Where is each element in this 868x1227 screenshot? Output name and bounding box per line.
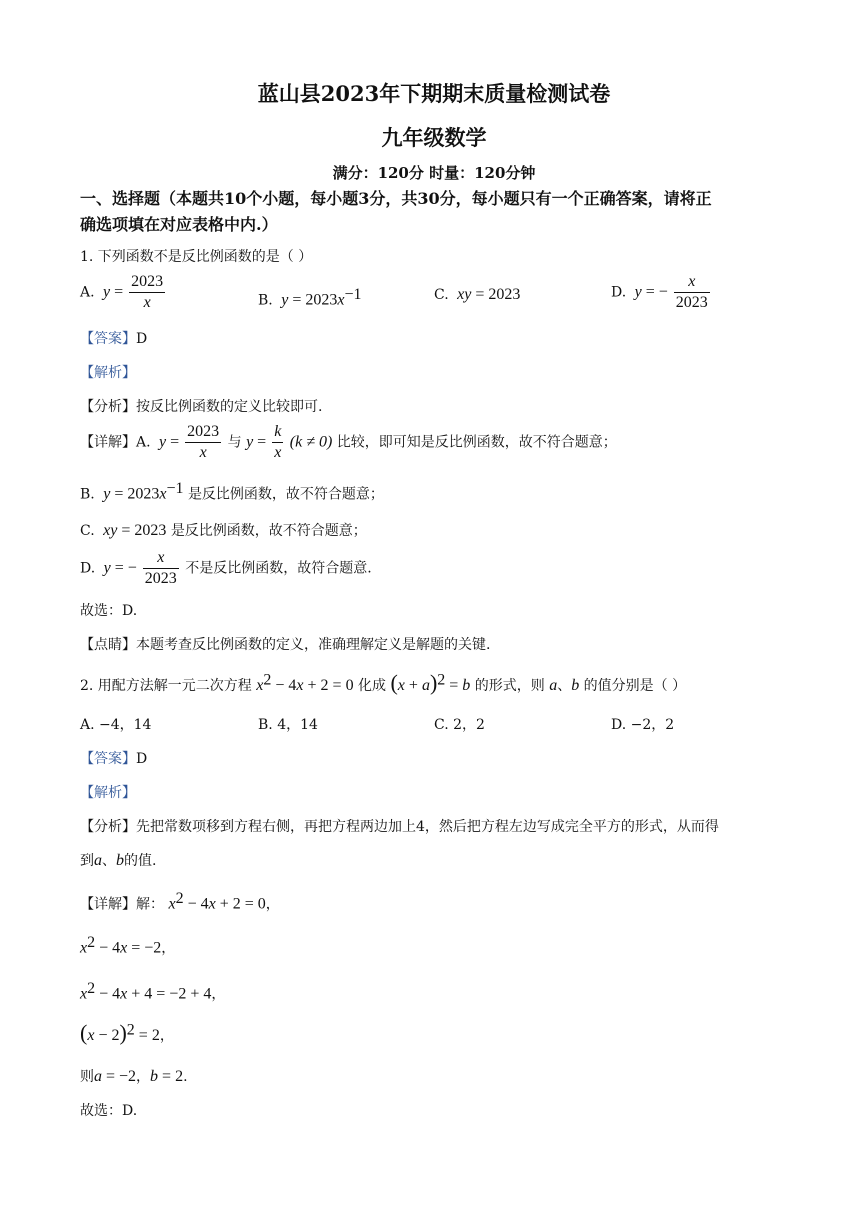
q2-detail-jie: 解： [136, 896, 164, 913]
q1-option-b-label: B. [258, 292, 273, 309]
section-heading-line2: 确选项填在对应表格中内.） [80, 215, 278, 234]
q1-fenxi-text: 按反比例函数的定义比较即可. [136, 399, 323, 415]
q2-stem-e: 的值分别是（ ） [583, 678, 687, 694]
q2-answer [80, 748, 147, 768]
q1-detail-d-prefix: D. [80, 560, 96, 577]
q1-option-a: A. y = $\frac{2023}{x}$ [80, 273, 164, 311]
q2-analysis-tag: 【解析】 [80, 785, 136, 801]
q1-option-c-label: C. [434, 287, 449, 303]
q1-d-numerator: x [674, 272, 710, 293]
q1-detail-b-prefix: B. [80, 486, 95, 503]
q1-detail-a-mid: 与 [227, 434, 242, 451]
q1-detail-a-suffix: 比较，即可知是反比例函数，故不符合题意； [336, 434, 617, 451]
q1-comment [80, 634, 490, 654]
q1-detail-d-den: 2023 [144, 570, 177, 587]
q2-answer-tag: 【答案】 [80, 751, 136, 767]
q2-fenxi-tag: 【分析】 [80, 819, 136, 835]
q2-detail-tag: 【详解】 [80, 896, 136, 913]
section-heading-line1: 一、选择题（本题共10个小题，每小题3分，共30分，每小题只有一个正确答案，请将正 [80, 189, 712, 208]
q1-detail-a-k: k [272, 422, 283, 443]
q2-fenxi-line2: 到a、b的值. [80, 852, 157, 869]
q1-detail-c-suffix: 是反比例函数，故不符合题意； [170, 523, 367, 539]
q2-choose: 故选：D. [80, 1103, 138, 1119]
q2-stem-b: 化成 [358, 678, 387, 694]
q1-detail-a-prefix: A. [136, 434, 151, 451]
q1-fenxi-tag: 【分析】 [80, 399, 136, 415]
q2-option-d: D. −2，2 [611, 717, 675, 733]
q2-option-a: A. −4，14 [80, 717, 152, 733]
q1-fenxi [80, 396, 322, 416]
q1-option-d: D. y = − $\frac{x}{2023}$ [611, 273, 708, 311]
q2-step4: $(x - 2)^2 = 2$， [80, 1020, 174, 1045]
q1-answer-tag: 【答案】 [80, 331, 136, 347]
q2-stem-a: 2. 用配方法解一元二次方程 [80, 678, 252, 694]
q1-detail-c-prefix: C. [80, 523, 95, 539]
q2-stem-c: 的形式，则 [474, 678, 545, 694]
q1-detail-a-den: x [199, 444, 207, 461]
question-2-stem: 2. 用配方法解一元二次方程 $x^2 - 4x + 2 = 0$ 化成 $(x + a)^2 = b$ 的形式，则 a、b 的值分别是（ ） [80, 670, 687, 695]
q1-detail-tag: 【详解】 [80, 434, 136, 451]
q2-step-then: 则 [80, 1069, 94, 1085]
q2-fenxi-2c: 的值. [124, 853, 157, 869]
q1-detail-d-suffix: 不是反比例函数，故符合题意. [185, 560, 372, 577]
exam-title: 蓝山县2023年下期期末质量检测试卷 [257, 81, 611, 106]
q1-detail-d-num: x [143, 548, 179, 569]
q1-detail-d: D. y = − $\frac{x}{2023}$ 不是反比例函数，故符合题意. [80, 549, 372, 587]
exam-subtitle: 九年级数学 [381, 125, 487, 150]
exam-meta: 满分：120分 时量：120分钟 [332, 164, 536, 182]
q1-option-d-label: D. [611, 284, 627, 301]
q2-option-c: C. 2，2 [434, 717, 485, 733]
q2-stem-d: 、 [557, 678, 572, 694]
q1-detail-b: B. $y = 2023x^{-1}$ 是反比例函数，故不符合题意； [80, 480, 384, 503]
q1-detail-b-suffix: 是反比例函数，故不符合题意； [187, 486, 384, 503]
q1-a-numerator: 2023 [129, 272, 165, 293]
q2-step-sep: ， [136, 1069, 151, 1085]
section-heading [80, 186, 790, 238]
q1-detail-a-kden: x [274, 444, 282, 461]
q2-fenxi-line1 [80, 816, 719, 836]
q1-detail-a-cond: (k ≠ 0) [289, 433, 333, 451]
q2-option-b: B. 4，14 [258, 717, 318, 733]
q1-answer-value: D [136, 331, 148, 347]
q1-answer [80, 328, 147, 348]
q1-detail-c: C. xy = 2023 是反比例函数，故不符合题意； [80, 522, 367, 539]
q2-fenxi-2a: 到 [80, 853, 94, 869]
q1-detail-a: 【详解】A. y = $\frac{2023}{x}$ 与 y = $\frac{k}{x}$ (k ≠ 0) 比较，即可知是反比例函数，故不符合题意； [80, 423, 617, 461]
q2-answer-value: D [136, 751, 148, 767]
q1-d-denominator: 2023 [675, 294, 708, 311]
q1-analysis-tag: 【解析】 [80, 365, 136, 381]
q2-step2: $x^2 - 4x = -2$， [80, 934, 176, 957]
q1-detail-a-num: 2023 [185, 422, 221, 443]
q2-fenxi-2b: 、 [102, 853, 116, 869]
question-1-stem: 1. 下列函数不是反比例函数的是（ ） [80, 249, 313, 265]
q2-fenxi-text1: 先把常数项移到方程右侧，再把方程两边加上4，然后把方程左边写成完全平方的形式，从而得 [136, 819, 719, 835]
q2-step3: $x^2 - 4x + 4 = -2 + 4$， [80, 980, 226, 1003]
q2-detail-line1: 【详解】解： $x^2 - 4x + 2 = 0$， [80, 890, 280, 913]
q1-option-b: B. $y = 2023x^{-1}$ [258, 286, 362, 309]
q1-a-denominator: x [143, 294, 151, 311]
q1-option-c: C. xy = 2023 [434, 286, 521, 303]
q1-comment-tag: 【点睛】 [80, 637, 136, 653]
q1-option-a-label: A. [80, 284, 95, 301]
q1-comment-text: 本题考查反比例函数的定义，准确理解定义是解题的关键. [136, 637, 491, 653]
q2-step5: 则a = −2，b = 2. [80, 1068, 188, 1085]
q1-choose: 故选：D. [80, 603, 138, 619]
